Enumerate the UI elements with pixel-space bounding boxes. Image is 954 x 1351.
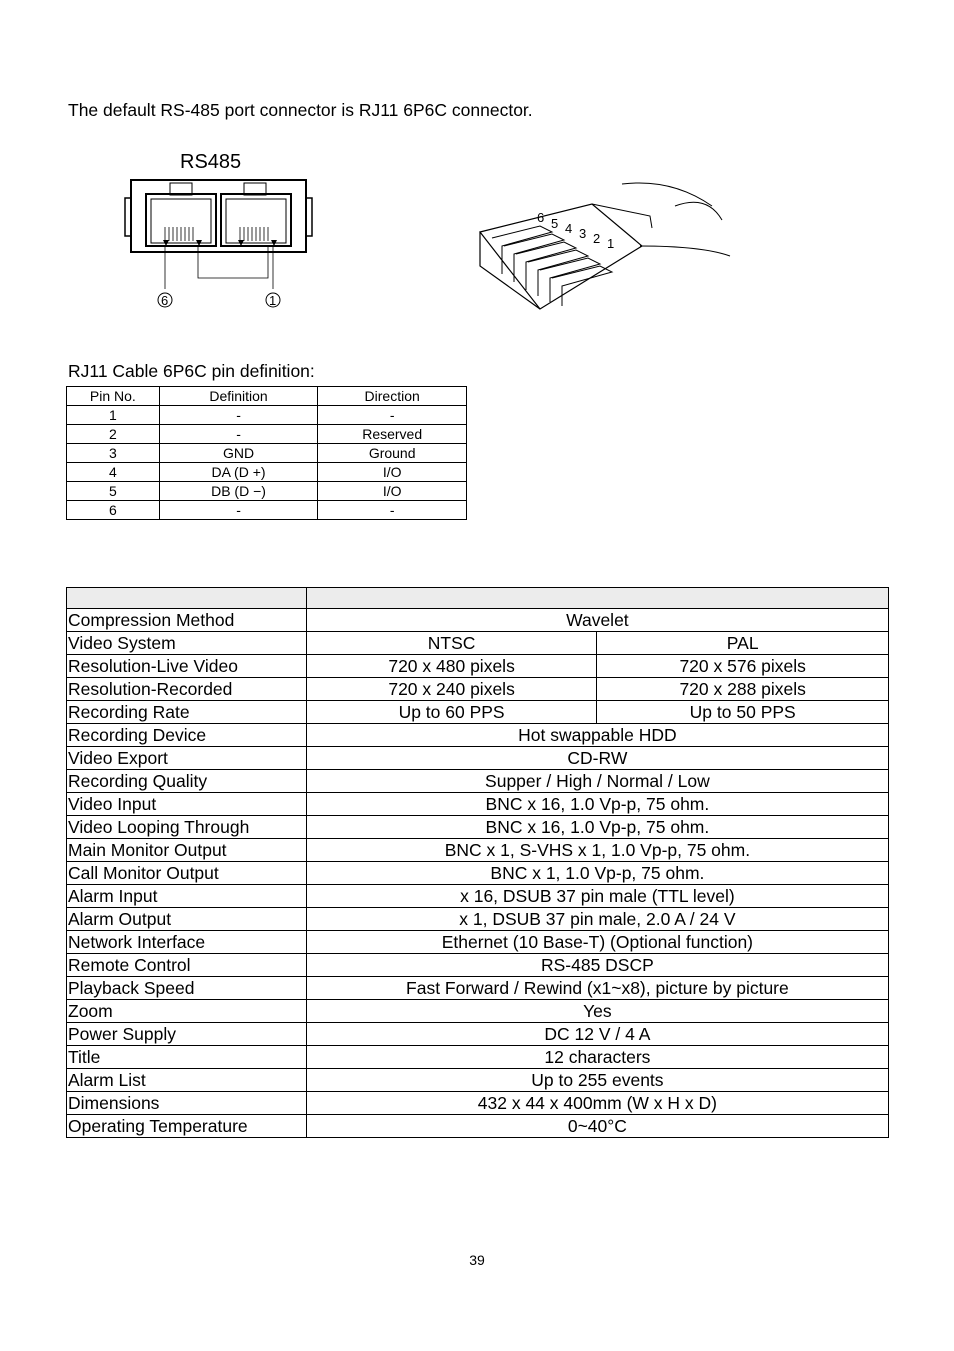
spec-value-pal: 720 x 288 pixels [597,678,889,701]
plug-pin-6-label: 6 [537,210,545,225]
spec-row [67,885,889,908]
pin-cell: - [159,501,318,520]
spec-label: Zoom [67,1000,307,1023]
spec-label: Video Input [67,793,307,816]
spec-value: Hot swappable HDD [306,724,888,747]
port-pin-1-label: 1 [269,293,277,308]
spec-value-ntsc: NTSC [306,632,597,655]
rj11-plug-diagram [472,176,762,316]
pin-table-header-row [67,387,467,406]
spec-row [67,701,889,724]
plug-pin-5-label: 5 [551,216,559,231]
spec-value: CD-RW [306,747,888,770]
spec-label: Remote Control [67,954,307,977]
pin-header-cell: Definition [159,387,318,406]
spec-label: Power Supply [67,1023,307,1046]
spec-label: Dimensions [67,1092,307,1115]
spec-row [67,747,889,770]
plug-pin-1-label: 1 [607,236,615,251]
spec-value: Up to 255 events [306,1069,888,1092]
spec-value-ntsc: Up to 60 PPS [306,701,597,724]
spec-value: Ethernet (10 Base-T) (Optional function) [306,931,888,954]
specifications-table [66,587,889,1138]
spec-value-pal: 720 x 576 pixels [597,655,889,678]
spec-value: x 1, DSUB 37 pin male, 2.0 A / 24 V [306,908,888,931]
spec-value: BNC x 16, 1.0 Vp-p, 75 ohm. [306,793,888,816]
pin-cell: - [159,425,318,444]
spec-row [67,1000,889,1023]
spec-row [67,1092,889,1115]
rs485-label: RS485 [180,151,242,173]
spec-value: DC 12 V / 4 A [306,1023,888,1046]
spec-value: 0~40°C [306,1115,888,1138]
spec-row [67,793,889,816]
spec-row [67,678,889,701]
spec-label: Compression Method [67,609,307,632]
pin-cell: Reserved [318,425,467,444]
pin-cell: 2 [67,425,160,444]
plug-pin-4-label: 4 [565,221,573,236]
spec-label: Recording Device [67,724,307,747]
spec-row [67,954,889,977]
pin-cell: GND [159,444,318,463]
pin-cell: Ground [318,444,467,463]
spec-row [67,977,889,1000]
intro-text: The default RS-485 port connector is RJ11 6P6C connector. [68,100,533,120]
spec-value: BNC x 1, 1.0 Vp-p, 75 ohm. [306,862,888,885]
spec-label: Operating Temperature [67,1115,307,1138]
spec-value-ntsc: 720 x 480 pixels [306,655,597,678]
spec-row [67,839,889,862]
spec-label: Alarm Output [67,908,307,931]
spec-label: Playback Speed [67,977,307,1000]
spec-value: RS-485 DSCP [306,954,888,977]
spec-value-pal: PAL [597,632,889,655]
pin-cell: 3 [67,444,160,463]
spec-row [67,816,889,839]
pin-definition-table [66,386,467,520]
spec-label: Video System [67,632,307,655]
spec-label: Resolution-Recorded [67,678,307,701]
plug-pin-3-label: 3 [579,226,587,241]
pin-header-cell: Direction [318,387,467,406]
spec-value: 12 characters [306,1046,888,1069]
pin-cell: - [159,406,318,425]
spec-value: x 16, DSUB 37 pin male (TTL level) [306,885,888,908]
spec-row [67,1023,889,1046]
spec-value: Supper / High / Normal / Low [306,770,888,793]
pin-cell: 1 [67,406,160,425]
spec-value: BNC x 16, 1.0 Vp-p, 75 ohm. [306,816,888,839]
spec-row [67,770,889,793]
pin-table-caption: RJ11 Cable 6P6C pin definition: [68,361,315,381]
spec-row [67,1069,889,1092]
spec-row [67,908,889,931]
page-number: 39 [469,1252,485,1268]
spec-row [67,609,889,632]
spec-label: Resolution-Live Video [67,655,307,678]
spec-label: Recording Rate [67,701,307,724]
pin-cell: - [318,501,467,520]
pin-cell: DA (D +) [159,463,318,482]
spec-row [67,632,889,655]
pin-header-cell: Pin No. [67,387,160,406]
spec-label: Network Interface [67,931,307,954]
pin-table-row [67,501,467,520]
spec-header-row [67,588,889,609]
spec-row [67,655,889,678]
spec-label: Video Export [67,747,307,770]
pin-table-row [67,406,467,425]
spec-value: Yes [306,1000,888,1023]
port-pin-6-label: 6 [161,293,169,308]
rs485-port-diagram [118,143,328,313]
pin-cell: - [318,406,467,425]
pin-table-row [67,482,467,501]
pin-cell: I/O [318,482,467,501]
spec-label: Call Monitor Output [67,862,307,885]
spec-label: Title [67,1046,307,1069]
spec-row [67,724,889,747]
plug-pin-2-label: 2 [593,231,601,246]
spec-label: Recording Quality [67,770,307,793]
pin-cell: DB (D −) [159,482,318,501]
spec-value: Wavelet [306,609,888,632]
spec-value-ntsc: 720 x 240 pixels [306,678,597,701]
pin-table-row [67,444,467,463]
spec-label: Alarm Input [67,885,307,908]
spec-value-pal: Up to 50 PPS [597,701,889,724]
spec-header-cell [306,588,888,609]
spec-value: Fast Forward / Rewind (x1~x8), picture by picture [306,977,888,1000]
pin-table-row [67,463,467,482]
spec-value: BNC x 1, S-VHS x 1, 1.0 Vp-p, 75 ohm. [306,839,888,862]
pin-cell: 6 [67,501,160,520]
spec-label: Main Monitor Output [67,839,307,862]
spec-row [67,1046,889,1069]
pin-cell: I/O [318,463,467,482]
pin-cell: 5 [67,482,160,501]
pin-table-row [67,425,467,444]
spec-label: Alarm List [67,1069,307,1092]
spec-header-cell [67,588,307,609]
spec-value: 432 x 44 x 400mm (W x H x D) [306,1092,888,1115]
spec-label: Video Looping Through [67,816,307,839]
pin-cell: 4 [67,463,160,482]
spec-row [67,1115,889,1138]
spec-row [67,862,889,885]
spec-row [67,931,889,954]
